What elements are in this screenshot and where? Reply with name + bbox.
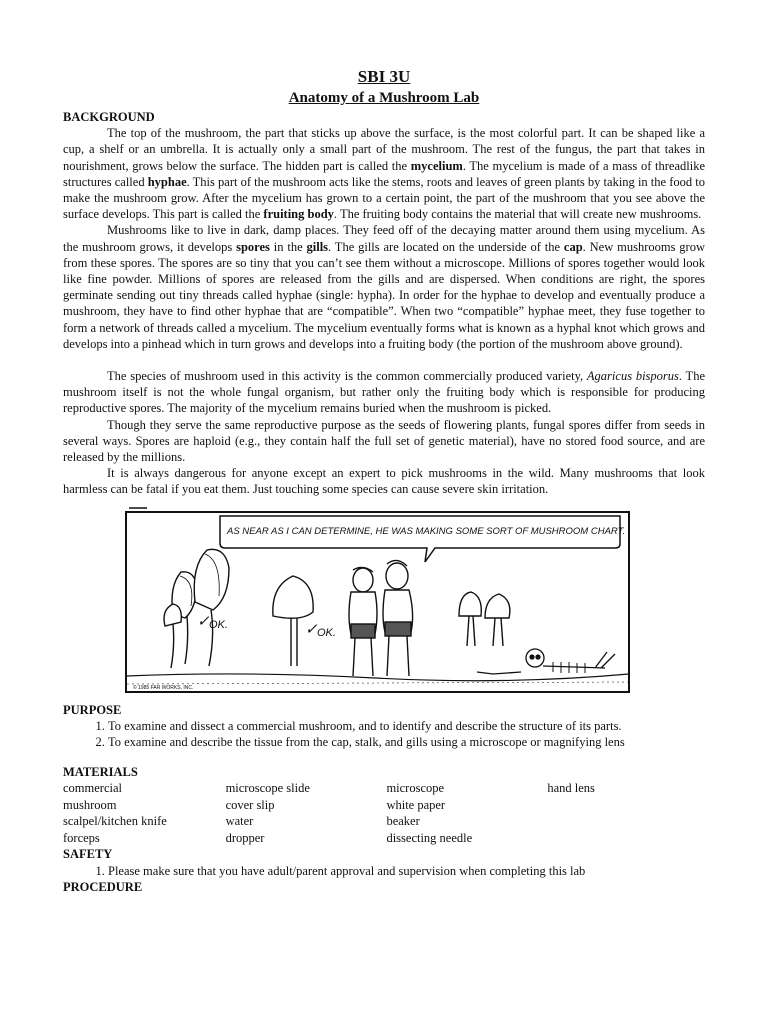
purpose-item-2: 2. To examine and describe the tissue from the cap, stalk, and gills using a microscope or magnifying lens <box>108 734 705 750</box>
material-item: dissecting needle <box>386 830 473 845</box>
material-item <box>547 830 705 847</box>
material-item: microscope slide <box>225 781 310 796</box>
purpose-heading: PURPOSE <box>63 702 122 717</box>
purpose-list <box>63 718 705 750</box>
comic-caption: AS NEAR AS I CAN DETERMINE, HE WAS MAKING SOME SORT OF MUSHROOM CHART. <box>227 525 626 537</box>
safety-item-1: 1. Please make sure that you have adult/parent approval and supervision when completing this lab <box>108 863 705 879</box>
materials-table <box>63 780 705 846</box>
materials-row <box>63 830 705 847</box>
background-paragraph-3: The species of mushroom used in this activity is the common commercially produced variety, Agaricus bisporus. The mushroom itself is not the whole fungal organism, but rather only the fruiting body which is responsible for producing reproductive spores. The majority of the mycelium remains buried when the mushroom is picked. <box>63 369 705 416</box>
background-paragraph-4: Though they serve the same reproductive purpose as the seeds of flowering plants, fungal spores differ from seeds in several ways. Spores are haploid (e.g., they contain half the full set of genetic material), have no stored food source, and are released by the millions. <box>63 417 705 465</box>
material-item: microscope <box>386 781 445 796</box>
course-code: SBI 3U <box>357 67 411 86</box>
material-item: scalpel/kitchen knife <box>63 814 167 829</box>
purpose-item-1: 1. To examine and dissect a commercial mushroom, and to identify and describe the structure of its parts. <box>108 718 705 734</box>
material-item: water <box>225 814 254 829</box>
materials-heading: MATERIALS <box>63 765 138 780</box>
procedure-heading: PROCEDURE <box>63 879 143 894</box>
checkmark-2: ✓ <box>305 620 318 638</box>
section-gap <box>63 750 705 764</box>
lab-title: Anatomy of a Mushroom Lab <box>288 90 480 106</box>
material-item: forceps <box>63 830 100 845</box>
safety-list <box>63 863 705 879</box>
comic-credit: © 1985 FAR WORKS, INC. <box>133 684 194 691</box>
background-paragraph-1: The top of the mushroom, the part that sticks up above the surface, is the most colorful part. It can be shaped like a cup, a shelf or an umbrella. It is actually only a small part of the mushroom. The rest of the fungus, the part that takes in nourishment, grows below the surface. The hidden part is called the mycelium. The mycelium is made of a mass of threadlike structures called hyphae. This part of the mushroom acts like the stems, roots and leaves of green plants by taking in the food to make the mushroom grow. After the mycelium has grown to a certain point, the part of the mushroom that you see above the surface develops. This part is called the fruiting body. The fruiting body contains the material that will create new mushrooms. <box>63 126 706 222</box>
materials-row <box>63 780 705 797</box>
background-heading: BACKGROUND <box>63 110 155 124</box>
material-item: hand lens <box>547 781 595 796</box>
material-item: dropper <box>225 830 265 845</box>
safety-heading: SAFETY <box>63 847 113 862</box>
material-item: white paper <box>386 797 446 812</box>
background-paragraph-5: It is always dangerous for anyone except an expert to pick mushrooms in the wild. Many mushrooms that look harmless can be fatal if you eat them. Just touching some species can cause severe skin irritation. <box>63 466 705 497</box>
material-item: cover slip <box>225 797 275 812</box>
mushroom-comic-strip <box>125 506 631 694</box>
material-item <box>547 813 705 830</box>
paragraph-gap <box>63 352 705 368</box>
material-item: beaker <box>386 814 420 829</box>
material-item: commercial <box>63 781 122 796</box>
material-item <box>547 797 705 814</box>
material-item: mushroom <box>63 797 117 812</box>
materials-row <box>63 813 705 830</box>
materials-row <box>63 797 705 814</box>
background-paragraph-2: Mushrooms like to live in dark, damp places. They feed off of the decaying matter around them using mycelium. As the mushroom grows, it develops spores in the gills. The gills are located on the underside of the cap. New mushrooms grow from these spores. The spores are so tiny that you can’t see them without a microscope. Millions of spores together would look like fine powder. Millions of spores are released from the gills and are dispersed. When conditions are right, the spores germinate sending out tiny threads called hyphae (single: hypha). In order for the hyphae to develop and eventually produce a mushroom, they have to find other hyphae that are “compatible”. When two “compatible” hyphae meet, they fuse together to form a network of threads called a mycelium. The mycelium eventually forms what is known as a hyphal knot which grows and develops into a pinhead which in turn grows and develops into a fruiting body (the portion of the mushroom above ground). <box>63 223 705 351</box>
document-page <box>63 66 705 895</box>
ok-label-2: OK. <box>317 626 336 639</box>
ok-label-1: OK. <box>209 618 228 631</box>
checkmark-1: ✓ <box>197 612 210 630</box>
